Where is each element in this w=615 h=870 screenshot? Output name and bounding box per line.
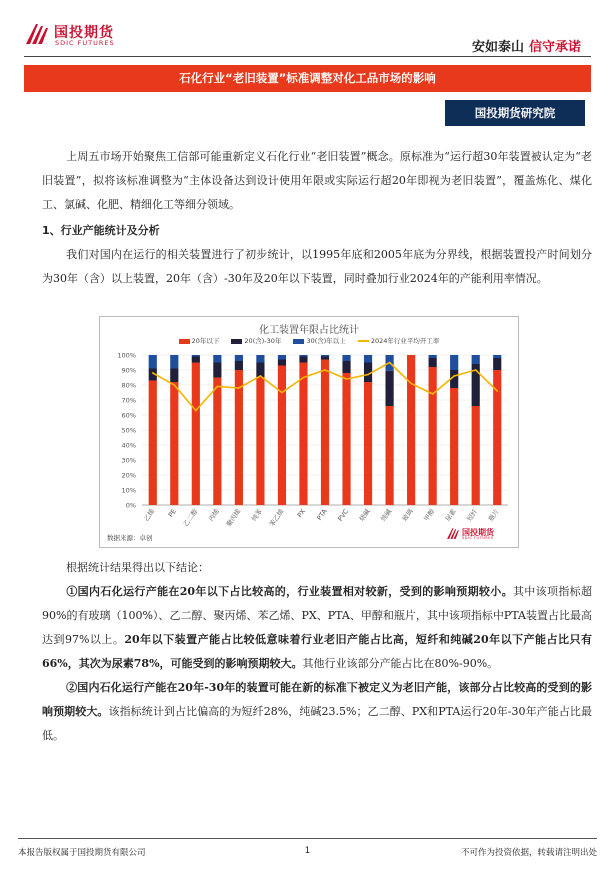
x-tick-label: 苯乙烯 xyxy=(267,507,286,529)
conclusion-2 xyxy=(42,676,592,748)
bar-segment xyxy=(192,355,200,357)
utilization-point xyxy=(303,377,305,379)
intro-text: 上周五市场开始聚焦工信部可能重新定义石化行业“老旧装置”概念。原标准为“运行超30年装置被认定为“老旧装置”，拟将该标准调整为“主体设备达到设计使用年限或实际运行超20年即视为老旧装置”，覆盖炼化、煤化工、氯碱、化肥、精细化工等细分领域。 xyxy=(42,150,592,211)
x-tick-label: 丙烯 xyxy=(206,507,221,523)
bar-segment xyxy=(493,355,501,358)
slogan-part-a: 安如泰山 xyxy=(471,40,524,55)
chart-logo-mark-icon xyxy=(446,527,460,540)
y-tick-label: 0% xyxy=(125,501,136,510)
legend-item xyxy=(179,337,220,345)
chart-plot xyxy=(100,317,518,547)
bar-segment xyxy=(450,355,458,370)
conclusion-intro xyxy=(42,556,592,580)
x-tick-label: PVC xyxy=(336,507,351,523)
bar-segment xyxy=(299,355,307,357)
utilization-point xyxy=(432,393,434,395)
section-heading: 1、行业产能统计及分析 xyxy=(42,224,160,237)
bar-segment xyxy=(321,355,329,357)
bar-segment xyxy=(213,378,221,506)
x-tick-label: 聚丙烯 xyxy=(224,507,243,529)
bar-segment xyxy=(256,355,264,363)
x-tick-label: 玻璃 xyxy=(400,507,415,523)
bar-segment xyxy=(235,370,243,505)
bar-segment xyxy=(278,360,286,366)
utilization-point xyxy=(496,390,498,392)
bar-segment xyxy=(429,358,437,367)
bar-segment xyxy=(278,355,286,360)
y-tick-label: 50% xyxy=(121,426,136,435)
y-tick-label: 90% xyxy=(121,366,136,375)
chart-legend xyxy=(100,336,518,345)
y-tick-label: 70% xyxy=(121,396,136,405)
legend-item xyxy=(231,337,281,345)
conclusion-2-bold: ②国内石化运行产能在20年-30年的装置可能在新的标准下被定义为老旧产能，该部分占比较高的受到的影响预期较大。 xyxy=(42,681,592,718)
bar-segment xyxy=(149,355,157,369)
y-tick-label: 40% xyxy=(121,441,136,450)
x-tick-label: 乙二醇 xyxy=(181,507,200,529)
method-text: 我们对国内在运行的相关装置进行了初步统计，以1995年底和2005年底为分界线，根据装置投产时间划分为30年（含）以上装置，20年（含）-30年及20年以下装置，同时叠加行业2024年的产能利用率情况。 xyxy=(42,248,592,285)
utilization-point xyxy=(238,387,240,389)
legend-label: 2024年行业平均开工率 xyxy=(370,337,440,345)
utilization-point xyxy=(216,386,218,388)
x-tick-label: 纯碱 xyxy=(379,507,394,523)
footer-divider xyxy=(18,838,597,839)
bar-segment xyxy=(299,357,307,363)
conclusion-intro-text: 根据统计结果得出以下结论： xyxy=(66,561,209,574)
conclusion-1-text-a: 其中该项指标超90%的有玻璃（100%）、乙二醇、聚丙烯、苯乙烯、PX、PTA、甲醇和瓶片，其中该项指标中PTA装置占比最高达到97%以上。 xyxy=(42,585,592,646)
x-tick-label: 短纤 xyxy=(465,507,480,523)
bar-segment xyxy=(192,363,200,506)
chart-source: 数据来源：卓创 xyxy=(107,534,153,542)
chart-logo xyxy=(446,527,504,541)
legend-swatch xyxy=(293,339,304,344)
bar-segment xyxy=(192,357,200,363)
utilization-point xyxy=(152,372,154,374)
bar-segment xyxy=(321,360,329,506)
utilization-point xyxy=(453,375,455,377)
y-tick-label: 60% xyxy=(121,411,136,420)
logo-mark-icon xyxy=(24,22,50,46)
x-tick-label: PE xyxy=(166,507,178,519)
bar-segment xyxy=(450,388,458,505)
x-tick-label: 瓶片 xyxy=(486,507,501,523)
bar-segment xyxy=(429,367,437,505)
y-tick-label: 80% xyxy=(121,381,136,390)
bar-segment xyxy=(213,363,221,378)
logo-name: 国投期货 xyxy=(54,25,114,41)
bar-segment xyxy=(493,358,501,370)
chart-container xyxy=(99,316,519,548)
utilization-point xyxy=(281,392,283,394)
bar-segment xyxy=(235,361,243,370)
bar-segment xyxy=(407,355,415,505)
bar-segment xyxy=(213,355,221,363)
bar-segment xyxy=(342,361,350,373)
page-number: 1 xyxy=(304,846,311,856)
chart-logo-sub: SDIC FUTURES xyxy=(462,536,494,540)
bar-segment xyxy=(385,406,393,505)
chart-title: 化工装置年限占比统计 xyxy=(259,325,359,336)
bar-segment xyxy=(342,373,350,505)
bar-segment xyxy=(429,355,437,358)
x-tick-label: 尿素 xyxy=(443,507,458,523)
y-tick-label: 20% xyxy=(121,471,136,480)
x-tick-label: PX xyxy=(295,507,308,520)
y-tick-label: 100% xyxy=(117,351,136,360)
utilization-point xyxy=(260,375,262,377)
legend-label: 20年以下 xyxy=(191,337,220,345)
utilization-point xyxy=(324,369,326,371)
utilization-point xyxy=(389,362,391,364)
report-title: 石化行业“老旧装置”标准调整对化工品市场的影响 xyxy=(24,65,591,92)
footer-copyright: 本报告版权属于国投期货有限公司 xyxy=(18,848,146,858)
bar-segment xyxy=(364,355,372,363)
bar-segment xyxy=(342,355,350,361)
legend-item xyxy=(293,337,345,345)
slogan-part-b: 信守承诺 xyxy=(528,40,581,55)
x-tick-label: 乙烯 xyxy=(142,507,157,523)
conclusion-1-text-b: 其他行业该部分产能占比在80%-90%。 xyxy=(302,657,499,670)
y-tick-label: 10% xyxy=(121,486,136,495)
conclusion-1 xyxy=(42,580,592,676)
bar-segment xyxy=(256,378,264,506)
utilization-point xyxy=(475,369,477,371)
method-paragraph xyxy=(42,243,592,291)
legend-item xyxy=(358,337,440,345)
conclusion-1-bold-a: ①国内石化运行产能在20年以下占比较高的，行业装置相对较新，受到的影响预期较小。 xyxy=(66,585,513,598)
bar-segment xyxy=(235,355,243,361)
legend-label: 30(含)年以上 xyxy=(306,337,346,345)
bar-segment xyxy=(278,366,286,506)
bar-segment xyxy=(364,382,372,505)
chart-logo-name: 国投期货 xyxy=(462,528,494,537)
utilization-point xyxy=(195,410,197,412)
bar-segment xyxy=(472,406,480,505)
x-tick-label: 纯苯 xyxy=(250,507,265,523)
header-divider xyxy=(24,56,591,57)
slogan xyxy=(472,36,581,55)
bar-segment xyxy=(149,381,157,506)
x-tick-label: 甲醇 xyxy=(422,507,437,523)
company-logo xyxy=(24,20,144,50)
bar-segment xyxy=(385,371,393,406)
utilization-point xyxy=(173,384,175,386)
legend-swatch xyxy=(179,339,190,344)
bar-segment xyxy=(472,355,480,364)
footer-disclaimer: 不可作为投资依据，转载请注明出处 xyxy=(460,848,597,858)
legend-swatch xyxy=(358,340,369,342)
x-tick-label: PTA xyxy=(315,507,329,522)
y-tick-label: 30% xyxy=(121,456,136,465)
bar-segment xyxy=(299,363,307,506)
intro-paragraph xyxy=(42,145,592,217)
department-badge: 国投期货研究院 xyxy=(445,100,585,126)
legend-label: 20(含)-30年 xyxy=(244,337,282,345)
utilization-point xyxy=(410,383,412,385)
bar-segment xyxy=(321,357,329,360)
bar-segment xyxy=(170,382,178,505)
x-tick-label: 烧碱 xyxy=(357,507,372,523)
bar-segment xyxy=(170,369,178,383)
utilization-point xyxy=(346,378,348,380)
utilization-point xyxy=(367,374,369,376)
conclusion-2-text: 该指标统计到占比偏高的为短纤28%，纯碱23.5%；乙二醇、PX和PTA运行20年-30年产能占比最低。 xyxy=(42,705,592,742)
legend-swatch xyxy=(231,339,242,344)
logo-subtitle: SDIC FUTURES xyxy=(55,39,115,47)
conclusion-1-bold-b: 20年以下装置产能占比较低意味着行业老旧产能占比高，短纤和纯碱20年以下产能占比只有66%，其次为尿素78%，可能受到的影响预期较大。 xyxy=(42,633,592,670)
bar-segment xyxy=(170,355,178,369)
